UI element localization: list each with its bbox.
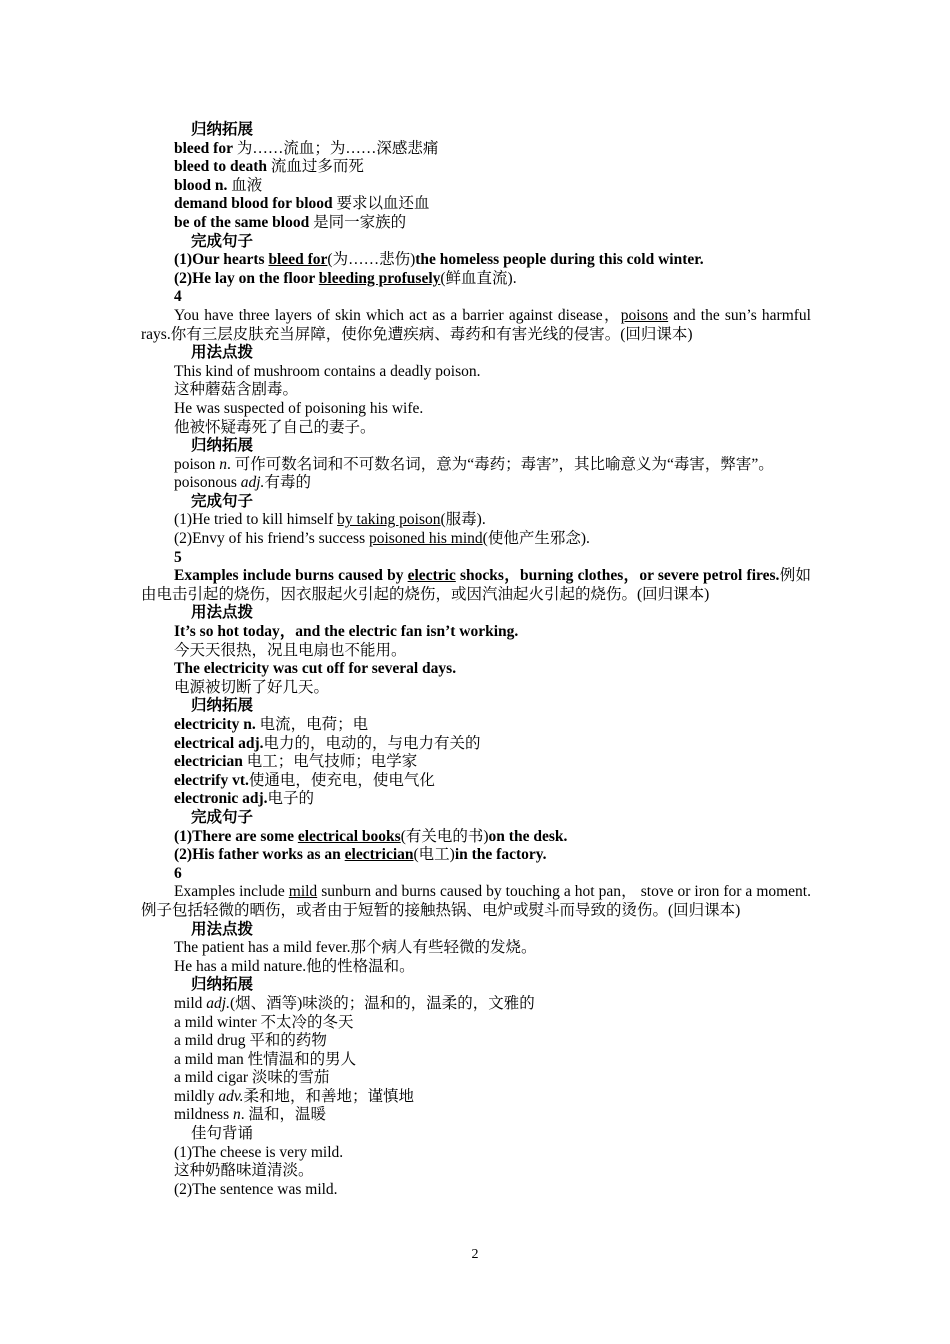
key-word: poisons <box>620 306 669 324</box>
answer-blank: by taking poison <box>337 511 441 529</box>
expansion-item <box>141 474 811 493</box>
sentence-text: (1)He tried to kill himself <box>174 511 338 529</box>
expansion-gloss: 血液 <box>227 176 263 194</box>
summary-heading: 归纳拓展 <box>191 437 254 455</box>
exercise-sentence <box>141 511 811 530</box>
part-of-speech: n <box>219 455 227 473</box>
expansion-item <box>141 158 811 177</box>
exercise-sentence <box>141 270 811 289</box>
paragraph-translation: 例如由电击引起的烧伤，因衣服起火引起的烧伤，或因汽油起火引起的烧伤。 <box>141 567 812 603</box>
sentence-text: . <box>481 511 486 529</box>
sentence-text: (1)There are some <box>174 827 298 845</box>
sentence-text: (2)His father works as an <box>174 846 345 864</box>
paragraph-text: and the sun’s harmful rays.你有三层皮肤充当屏障，使你免遭疾病、毒药和有害光线的侵害。 <box>141 306 811 343</box>
expansion-item <box>141 735 811 754</box>
exercise-sentence <box>141 251 811 270</box>
part-of-speech: adj. <box>240 474 265 492</box>
usage-line: 电源被切断了好几天。 <box>174 678 330 696</box>
expansion-term: bleed to death <box>174 158 267 176</box>
expansion-gloss: 是同一家族的 <box>309 213 407 231</box>
summary-heading: 归纳拓展 <box>191 976 254 994</box>
expansion-term: be of the same blood <box>174 213 310 231</box>
expansion-gloss: 为……流血；为……深感悲痛 <box>232 139 439 157</box>
complete-heading: 完成句子 <box>191 232 254 250</box>
paragraph-text: Examples include <box>174 883 289 901</box>
recite-heading: 佳句背诵 <box>191 1125 254 1143</box>
expansion-gloss: 电力的，电动的，与电力有关的 <box>263 734 481 752</box>
usage-line: He was suspected of poisoning his wife. <box>174 399 424 417</box>
hint-text: (服毒) <box>440 511 482 529</box>
answer-blank: electrician <box>344 846 414 864</box>
part-of-speech: n <box>233 1106 241 1124</box>
source-note: (回归课本) <box>637 585 710 603</box>
phrase-item: a mild cigar 淡味的雪茄 <box>174 1069 330 1087</box>
expansion-term: mild <box>174 994 207 1012</box>
textbook-paragraph <box>141 307 811 344</box>
paragraph-text: Examples include burns caused by <box>174 567 408 585</box>
expansion-term: electricity n. <box>174 716 256 733</box>
textbook-paragraph <box>141 567 811 604</box>
key-word: electric <box>407 567 456 585</box>
expansion-term: demand blood for blood <box>174 195 333 213</box>
expansion-gloss: 电子的 <box>267 790 315 808</box>
expansion-gloss: 使通电，使充电，使电气化 <box>248 771 435 789</box>
expansion-item <box>141 140 811 159</box>
usage-line: The electricity was cut off for several days. <box>174 660 457 678</box>
exercise-sentence <box>141 846 811 865</box>
usage-line: 他被怀疑毒死了自己的妻子。 <box>174 418 376 436</box>
expansion-gloss: 流血过多而死 <box>267 158 364 176</box>
expansion-term: mildly <box>174 1087 219 1105</box>
hint-text: (鲜血直流) <box>440 269 513 287</box>
exercise-sentence <box>141 828 811 847</box>
answer-blank: electrical books <box>297 827 401 845</box>
usage-line: He has a mild nature.他的性格温和。 <box>174 957 415 975</box>
expansion-item <box>141 177 811 196</box>
section-number: 4 <box>174 288 182 306</box>
expansion-item <box>141 716 811 735</box>
expansion-item <box>141 456 811 475</box>
expansion-gloss: . 温和，温暖 <box>240 1106 327 1124</box>
section-number: 5 <box>174 548 182 566</box>
hint-text: (电工) <box>413 846 455 864</box>
phrase-item: a mild man 性情温和的男人 <box>174 1050 357 1068</box>
textbook-paragraph <box>141 883 811 920</box>
usage-heading: 用法点拨 <box>191 344 254 362</box>
recite-line: (2)The sentence was mild. <box>174 1180 338 1198</box>
part-of-speech: adj. <box>206 994 230 1012</box>
source-note: (回归课本) <box>668 901 741 919</box>
expansion-item <box>141 772 811 791</box>
expansion-gloss: 柔和地，和善地；谨慎地 <box>243 1087 414 1105</box>
recite-line: 这种奶酪味道清淡。 <box>174 1162 314 1180</box>
expansion-gloss: 电工；电气技师；电学家 <box>242 753 418 771</box>
expansion-item <box>141 995 811 1014</box>
paragraph-text: shocks，burning clothes，or severe petrol fires. <box>455 567 780 585</box>
paragraph-text: sunburn and burns caused by touching a hot pan， stove or iron for a moment.例子包括轻微的晒伤，或者由于短暂的接触热锅、电炉或熨斗而导致的烫伤。 <box>141 883 811 919</box>
usage-line: 今天天很热，况且电扇也不能用。 <box>174 641 407 659</box>
hint-text: (为……悲伤) <box>327 251 416 269</box>
expansion-item <box>141 1106 811 1125</box>
phrase-item: a mild drug 平和的药物 <box>174 1032 327 1050</box>
exercise-sentence <box>141 530 811 549</box>
sentence-text: (2)He lay on the floor <box>174 269 319 287</box>
expansion-gloss: (烟、酒等)味淡的；温和的，温柔的，文雅的 <box>229 994 535 1012</box>
section-number: 6 <box>174 864 182 882</box>
summary-heading: 归纳拓展 <box>191 121 254 138</box>
expansion-item <box>141 214 811 233</box>
recite-line: (1)The cheese is very mild. <box>174 1143 344 1161</box>
part-of-speech: adv. <box>218 1087 244 1105</box>
expansion-term: poison <box>174 455 220 473</box>
summary-heading: 归纳拓展 <box>191 697 254 715</box>
expansion-item <box>141 195 811 214</box>
usage-line: This kind of mushroom contains a deadly poison. <box>174 362 481 380</box>
usage-line: The patient has a mild fever.那个病人有些轻微的发烧。 <box>174 939 537 957</box>
hint-text: (使他产生邪念) <box>482 530 586 548</box>
expansion-term: poisonous <box>174 474 241 492</box>
expansion-term: bleed for <box>174 139 233 157</box>
usage-heading: 用法点拨 <box>191 920 254 938</box>
document-body <box>141 121 811 1199</box>
expansion-item <box>141 790 811 809</box>
complete-heading: 完成句子 <box>191 808 254 826</box>
sentence-text: the homeless people during this cold winter. <box>415 251 704 269</box>
phrase-item: a mild winter 不太冷的冬天 <box>174 1013 354 1031</box>
paragraph-text: You have three layers of skin which act as a barrier against disease， <box>174 306 621 324</box>
expansion-term: blood n. <box>174 176 228 194</box>
expansion-gloss: 有毒的 <box>264 474 311 492</box>
expansion-term: electrical adj. <box>174 734 264 752</box>
expansion-gloss: . 可作可数名词和不可数名词，意为“毒药；毒害”，其比喻意义为“毒害，弊害”。 <box>226 455 774 473</box>
expansion-gloss: 要求以血还血 <box>332 195 430 213</box>
expansion-term: electrician <box>174 753 243 771</box>
usage-heading: 用法点拨 <box>191 604 254 622</box>
expansion-item <box>141 753 811 772</box>
sentence-text: (1)Our hearts <box>174 251 269 269</box>
key-word: mild <box>288 883 318 901</box>
sentence-text: . <box>512 269 517 287</box>
hint-text: (有关电的书) <box>400 827 489 845</box>
usage-line: 这种蘑菇含剧毒。 <box>174 381 299 399</box>
expansion-term: electronic adj. <box>174 790 268 808</box>
answer-blank: bleeding profusely <box>318 269 441 287</box>
expansion-gloss: 电流，电荷；电 <box>255 716 369 733</box>
source-note: (回归课本) <box>620 325 693 343</box>
expansion-item <box>141 1088 811 1107</box>
sentence-text: . <box>586 530 590 548</box>
answer-blank: poisoned his mind <box>369 530 483 548</box>
answer-blank: bleed for <box>268 251 328 269</box>
expansion-term: electrify vt. <box>174 771 249 789</box>
expansion-term: mildness <box>174 1106 233 1124</box>
page-number: 2 <box>471 1247 479 1262</box>
sentence-text: on the desk. <box>488 827 568 845</box>
usage-line: It’s so hot today，and the electric fan isn’t working. <box>174 623 519 641</box>
complete-heading: 完成句子 <box>191 492 254 510</box>
sentence-text: in the factory. <box>454 846 547 864</box>
sentence-text: (2)Envy of his friend’s success <box>174 530 369 548</box>
